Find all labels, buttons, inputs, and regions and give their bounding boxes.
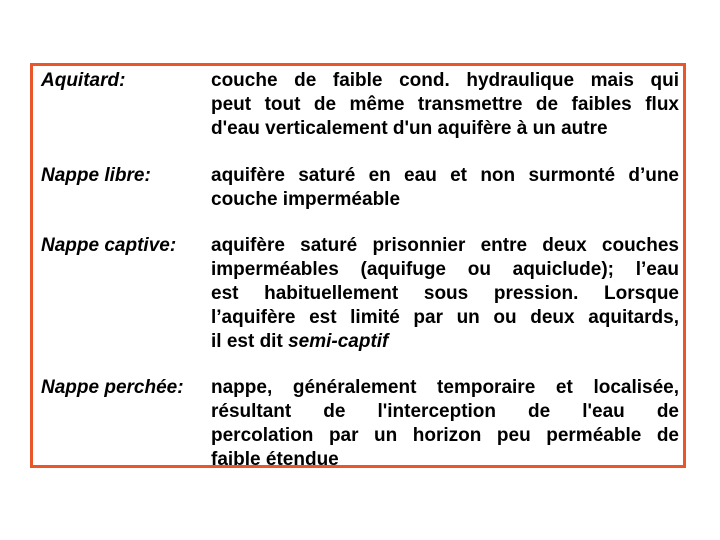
definition-nappe-perchee bbox=[211, 376, 679, 472]
definition-line: peut tout de même transmettre de faibles flux bbox=[211, 94, 679, 115]
definition-line: aquifère saturé en eau et non surmonté d’une bbox=[211, 165, 679, 186]
definition-aquitard bbox=[211, 69, 679, 141]
definition-line: imperméables (aquifuge ou aquiclude); l’eau bbox=[211, 259, 679, 280]
definition-line-text: il est dit bbox=[211, 331, 289, 352]
definition-emphasis: semi-captif bbox=[288, 331, 389, 352]
definition-nappe-captive bbox=[211, 234, 679, 354]
definition-line: nappe, généralement temporaire et localisée, bbox=[211, 377, 679, 398]
definition-line: l’aquifère est limité par un ou deux aquitards, bbox=[211, 307, 679, 328]
term-nappe-libre: Nappe libre: bbox=[41, 165, 151, 186]
definition-line: couche de faible cond. hydraulique mais qui bbox=[211, 70, 679, 91]
definition-line: aquifère saturé prisonnier entre deux couches bbox=[211, 235, 679, 256]
term-aquitard: Aquitard: bbox=[41, 70, 126, 91]
definition-line: est habituellement sous pression. Lorsque bbox=[211, 283, 679, 304]
definition-line-last bbox=[211, 330, 679, 354]
definition-nappe-libre bbox=[211, 164, 679, 212]
glossary-box bbox=[30, 63, 686, 468]
definition-line: percolation par un horizon peu perméable de bbox=[211, 425, 679, 446]
definition-line: faible étendue bbox=[211, 449, 339, 470]
definition-line: couche imperméable bbox=[211, 189, 401, 210]
term-nappe-captive: Nappe captive: bbox=[41, 235, 177, 256]
definition-line: d'eau verticalement d'un aquifère à un autre bbox=[211, 118, 608, 139]
definition-line: résultant de l'interception de l'eau de bbox=[211, 401, 679, 422]
term-nappe-perchee: Nappe perchée: bbox=[41, 377, 184, 398]
